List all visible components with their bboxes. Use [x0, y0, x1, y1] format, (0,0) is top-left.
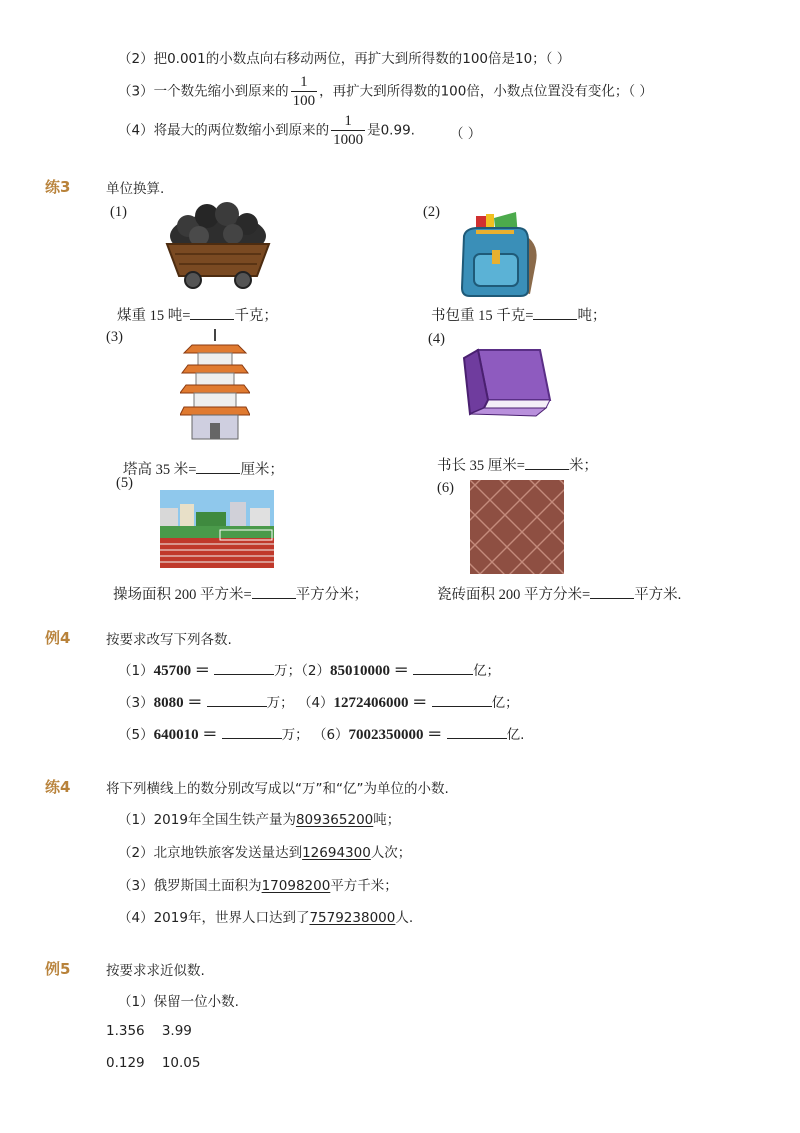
answer-blank[interactable]	[413, 662, 473, 675]
li5-subquestion: （1）保留一位小数.	[118, 994, 239, 1010]
li5-numbers-line-2: 0.129 10.05	[106, 1055, 201, 1071]
section-title-lian4: 将下列横线上的数分别改写成以“万”和“亿”为单位的小数.	[106, 781, 449, 797]
rewrite-row-3	[118, 723, 524, 744]
item-unit: 平方千米；	[330, 878, 398, 894]
number-expression: 8080 ＝	[153, 695, 203, 711]
conversion-item-6	[437, 583, 681, 604]
answer-blank[interactable]	[590, 586, 634, 599]
item-label: （1）	[118, 663, 154, 679]
answer-blank[interactable]	[207, 694, 267, 707]
item-label: （3）	[118, 695, 154, 711]
item-label: （2）	[301, 663, 330, 679]
unit-text: 亿；	[473, 663, 501, 679]
section-tag-lian3: 练3	[45, 178, 71, 196]
question-3	[118, 74, 653, 109]
answer-blank[interactable]	[432, 694, 492, 707]
li5-numbers-line-1: 1.356 3.99	[106, 1023, 192, 1039]
conversion-item-4	[437, 454, 598, 475]
conversion-text: 操场面积 200 平方米=	[113, 587, 252, 603]
playground-image	[160, 490, 274, 568]
section-tag-li4: 例4	[45, 629, 71, 647]
fraction-1-1000	[331, 113, 365, 148]
question-3-text-a: （3）一个数先缩小到原来的	[118, 83, 289, 100]
conversion-unit: 吨；	[577, 308, 607, 324]
section-tag-li5: 例5	[45, 960, 71, 978]
section-title-lian3: 单位换算.	[106, 181, 165, 197]
item-unit: 人.	[395, 910, 414, 926]
question-4	[118, 113, 415, 148]
answer-blank[interactable]	[222, 726, 282, 739]
unit-text: 亿.	[506, 727, 525, 743]
conversion-text: 书包重 15 千克=	[431, 308, 534, 324]
item-text: （1）2019年全国生铁产量为	[118, 812, 296, 828]
item-label: （6）	[312, 727, 349, 743]
underlined-number: 12694300	[302, 845, 371, 861]
conversion-text: 塔高 35 米=	[123, 462, 197, 478]
fraction-numerator: 1	[291, 74, 318, 92]
answer-blank[interactable]	[196, 461, 240, 474]
item-label: (6)	[437, 480, 454, 496]
item-text: （4）2019年，世界人口达到了	[118, 910, 310, 926]
question-4-text-b: 是0.99.	[367, 122, 415, 139]
answer-blank[interactable]	[447, 726, 507, 739]
item-label: (2)	[423, 204, 440, 220]
conversion-text: 煤重 15 吨=	[117, 308, 191, 324]
number-expression: 45700 ＝	[153, 663, 210, 679]
underlined-number: 809365200	[295, 812, 374, 828]
answer-blank[interactable]	[525, 457, 569, 470]
item-label: (3)	[106, 329, 123, 345]
lian4-item-3	[118, 874, 398, 894]
answer-blank[interactable]	[252, 586, 296, 599]
rewrite-row-2	[118, 691, 519, 712]
answer-blank[interactable]	[190, 307, 234, 320]
rewrite-row-1	[118, 659, 500, 680]
number-expression: 1272406000 ＝	[333, 695, 428, 711]
lian4-item-4	[118, 906, 413, 926]
conversion-unit: 米；	[568, 458, 598, 474]
conversion-text: 瓷砖面积 200 平方分米=	[437, 587, 591, 603]
unit-text: 亿；	[491, 695, 519, 711]
question-4-answer-paren: （ ）	[450, 126, 482, 142]
section-title-li5: 按要求求近似数.	[106, 963, 205, 979]
conversion-item-2	[431, 304, 606, 325]
item-unit: 人次；	[370, 845, 412, 861]
number-expression: 640010 ＝	[153, 727, 218, 743]
section-tag-lian4: 练4	[45, 778, 71, 796]
pagoda-icon	[180, 329, 250, 441]
schoolbag-icon	[456, 210, 546, 298]
number-expression: 85010000 ＝	[330, 663, 409, 679]
conversion-unit: 千克；	[234, 308, 278, 324]
coal-cart-icon	[163, 198, 273, 290]
conversion-unit: 厘米；	[240, 462, 284, 478]
lian4-item-1	[118, 808, 400, 828]
conversion-item-1	[117, 304, 278, 325]
item-label: (5)	[116, 475, 133, 491]
item-unit: 吨；	[373, 812, 401, 828]
fraction-denominator: 100	[292, 93, 316, 109]
section-title-li4: 按要求改写下列各数.	[106, 632, 232, 648]
number-expression: 7002350000 ＝	[348, 727, 443, 743]
question-2: （2）把0.001的小数点向右移动两位，再扩大到所得数的100倍是10；（ ）	[118, 51, 571, 67]
unit-text: 万；	[281, 727, 309, 743]
conversion-unit: 平方米.	[634, 587, 682, 603]
fraction-denominator: 1000	[333, 132, 364, 148]
underlined-number: 17098200	[261, 878, 331, 894]
item-text: （3）俄罗斯国土面积为	[118, 878, 262, 894]
item-text: （2）北京地铁旅客发送量达到	[118, 845, 303, 861]
fraction-numerator: 1	[331, 113, 365, 131]
conversion-text: 书长 35 厘米=	[437, 458, 525, 474]
item-label: (1)	[110, 204, 127, 220]
conversion-unit: 平方分米；	[295, 587, 369, 603]
item-label: （4）	[297, 695, 334, 711]
unit-text: 万；	[274, 663, 302, 679]
fraction-1-100	[291, 74, 318, 109]
answer-blank[interactable]	[533, 307, 577, 320]
item-label: （5）	[118, 727, 154, 743]
unit-text: 万；	[266, 695, 294, 711]
book-icon	[458, 344, 553, 424]
conversion-item-3	[123, 458, 284, 479]
conversion-item-5	[113, 583, 368, 604]
underlined-number: 7579238000	[309, 910, 396, 926]
answer-blank[interactable]	[214, 662, 274, 675]
item-label: (4)	[428, 331, 445, 347]
question-3-text-b: ，再扩大到所得数的100倍，小数点位置没有变化；（ ）	[319, 83, 653, 100]
question-4-text-a: （4）将最大的两位数缩小到原来的	[118, 122, 330, 139]
lian4-item-2	[118, 841, 411, 861]
tile-image	[470, 480, 564, 574]
